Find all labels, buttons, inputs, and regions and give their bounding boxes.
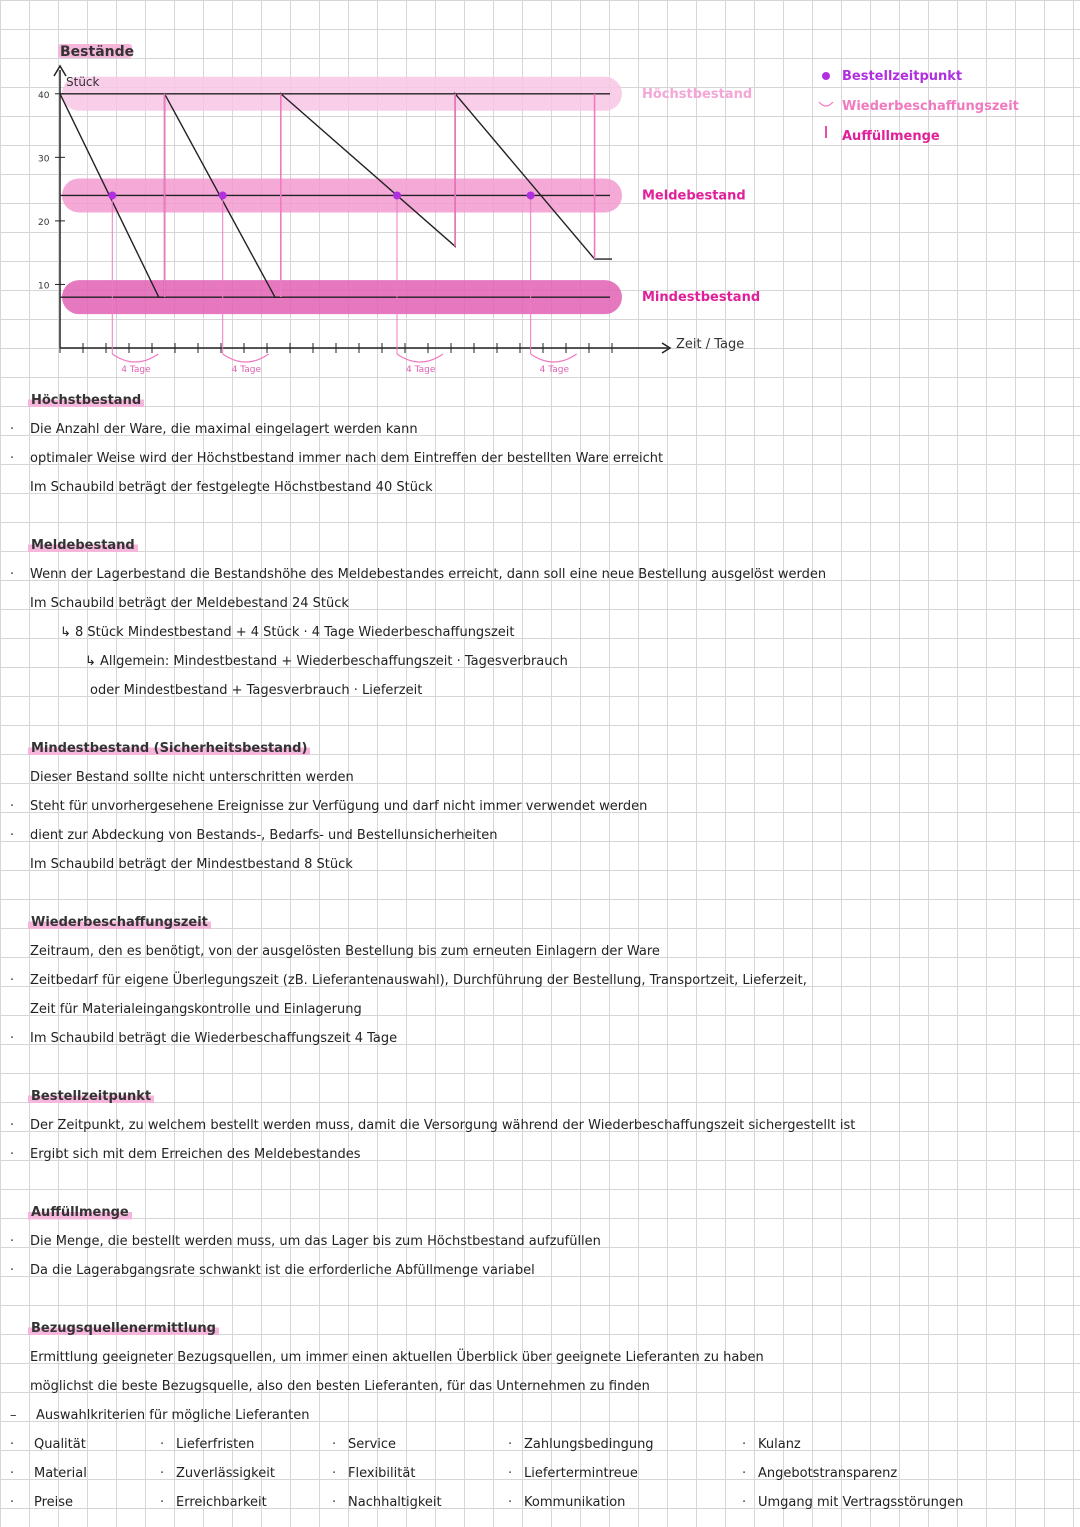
bullet-marker: ·: [10, 1466, 15, 1481]
note-line: Die Anzahl der Ware, die maximal eingelagert werden kann: [30, 422, 418, 437]
note-line: Zeit für Materialeingangskontrolle und Einlagerung: [30, 1002, 362, 1017]
bullet-marker: ·: [742, 1466, 747, 1481]
bullet-marker: ·: [10, 422, 15, 437]
bullet-marker: ·: [10, 828, 15, 843]
note-line: Im Schaubild beträgt der Meldebestand 24 Stück: [30, 596, 349, 611]
criteria-item: Zuverlässigkeit: [176, 1466, 275, 1481]
legend-label: Auffüllmenge: [842, 129, 940, 144]
criteria-item: Zahlungsbedingung: [524, 1437, 654, 1452]
note-line: oder Mindestbestand + Tagesverbrauch · Lieferzeit: [90, 683, 423, 698]
criteria-item: Nachhaltigkeit: [348, 1495, 442, 1510]
stock-chart: [0, 0, 1080, 385]
note-line: ↳ Allgemein: Mindestbestand + Wiederbeschaffungszeit · Tagesverbrauch: [85, 654, 568, 669]
criteria-item: Material: [34, 1466, 87, 1481]
note-line: Auswahlkriterien für mögliche Lieferanten: [36, 1408, 310, 1423]
bullet-marker: ·: [332, 1466, 337, 1481]
note-line: Da die Lagerabgangsrate schwankt ist die erforderliche Abfüllmenge variabel: [30, 1263, 535, 1278]
bullet-marker: ·: [10, 1147, 15, 1162]
order-point: [219, 191, 227, 199]
note-line: Zeitraum, den es benötigt, von der ausgelösten Bestellung bis zum erneuten Einlagern der Ware: [30, 944, 660, 959]
lead-time-arc: [112, 354, 158, 362]
x-axis-label: Zeit / Tage: [676, 337, 745, 352]
criteria-item: Erreichbarkeit: [176, 1495, 267, 1510]
section-heading: Bestellzeitpunkt: [28, 1089, 154, 1104]
bullet-marker: –: [10, 1408, 17, 1423]
y-tick-label: 10: [38, 281, 50, 292]
bullet-marker: ·: [10, 973, 15, 988]
bullet-marker: ·: [160, 1466, 165, 1481]
order-point: [527, 191, 535, 199]
criteria-item: Preise: [34, 1495, 74, 1510]
criteria-item: Liefertermintreue: [524, 1466, 638, 1481]
criteria-item: Angebotstransparenz: [758, 1466, 898, 1481]
criteria-item: Service: [348, 1437, 397, 1452]
lead-time-arc: [397, 354, 443, 362]
y-tick-label: 30: [38, 154, 50, 165]
band-label-meldebestand: Meldebestand: [642, 188, 746, 204]
note-line: Zeitbedarf für eigene Überlegungszeit (zB. Lieferantenauswahl), Durchführung der Bestellung, Transportzeit, Lieferzeit,: [30, 973, 807, 988]
section-heading: Meldebestand: [28, 538, 138, 553]
order-point: [108, 191, 116, 199]
criteria-item: Kulanz: [758, 1437, 801, 1452]
note-line: Dieser Bestand sollte nicht unterschritten werden: [30, 770, 354, 785]
section-heading: Höchstbestand: [28, 393, 144, 408]
criteria-item: Lieferfristen: [176, 1437, 255, 1452]
bullet-marker: ·: [10, 1234, 15, 1249]
criteria-item: Flexibilität: [348, 1466, 416, 1481]
bullet-marker: ·: [742, 1495, 747, 1510]
bullet-marker: ·: [10, 567, 15, 582]
note-line: möglichst die beste Bezugsquelle, also den besten Lieferanten, für das Unternehmen zu finden: [30, 1379, 650, 1394]
bullet-marker: ·: [10, 1031, 15, 1046]
bullet-marker: ·: [508, 1466, 513, 1481]
bullet-marker: ·: [10, 1118, 15, 1133]
criteria-item: Kommunikation: [524, 1495, 626, 1510]
bullet-marker: ·: [10, 1495, 15, 1510]
legend-label: Bestellzeitpunkt: [842, 69, 963, 84]
bullet-marker: ·: [10, 799, 15, 814]
band-label-mindestbestand: Mindestbestand: [642, 290, 761, 306]
criteria-item: Qualität: [34, 1437, 86, 1452]
note-line: dient zur Abdeckung von Bestands-, Bedarfs- und Bestellunsicherheiten: [30, 828, 498, 843]
note-line: Im Schaubild beträgt die Wiederbeschaffungszeit 4 Tage: [30, 1031, 398, 1046]
section-heading: Wiederbeschaffungszeit: [28, 915, 211, 930]
bullet-marker: ·: [508, 1437, 513, 1452]
bullet-marker: ·: [742, 1437, 747, 1452]
note-line: Wenn der Lagerbestand die Bestandshöhe des Meldebestandes erreicht, dann soll eine neue Bestellung ausgelöst werden: [30, 567, 827, 582]
note-line: Der Zeitpunkt, zu welchem bestellt werden muss, damit die Versorgung während der Wiederbeschaffungszeit sichergestellt ist: [30, 1118, 856, 1133]
bullet-marker: ·: [10, 1263, 15, 1278]
order-point: [393, 191, 401, 199]
y-tick-label: 40: [38, 90, 50, 101]
note-line: Ermittlung geeigneter Bezugsquellen, um immer einen aktuellen Überblick über geeignete Lieferanten zu haben: [30, 1350, 764, 1365]
y-tick-label: 20: [38, 217, 50, 228]
note-line: ↳ 8 Stück Mindestbestand + 4 Stück · 4 Tage Wiederbeschaffungszeit: [60, 625, 515, 640]
section-heading: Bezugsquellenermittlung: [28, 1321, 219, 1336]
section-heading: Auffüllmenge: [28, 1205, 132, 1220]
note-line: Im Schaubild beträgt der Mindestbestand 8 Stück: [30, 857, 353, 872]
note-line: Ergibt sich mit dem Erreichen des Meldebestandes: [30, 1147, 361, 1162]
legend-label: Wiederbeschaffungszeit: [842, 99, 1019, 114]
bullet-marker: ·: [10, 451, 15, 466]
bullet-marker: ·: [508, 1495, 513, 1510]
criteria-item: Umgang mit Vertragsstörungen: [758, 1495, 964, 1510]
bullet-marker: ·: [160, 1495, 165, 1510]
legend-dot-icon: [822, 72, 830, 80]
section-heading: Mindestbestand (Sicherheitsbestand): [28, 741, 310, 756]
note-line: Im Schaubild beträgt der festgelegte Höchstbestand 40 Stück: [30, 480, 433, 495]
note-line: optimaler Weise wird der Höchstbestand immer nach dem Eintreffen der bestellten Ware erreicht: [30, 451, 664, 466]
band-label-höchstbestand: Höchstbestand: [642, 86, 753, 102]
lead-time-label: 4 Tage: [121, 365, 151, 375]
bullet-marker: ·: [10, 1437, 15, 1452]
chart-title: Bestände: [60, 44, 135, 60]
lead-time-arc: [531, 354, 577, 362]
legend-arc-icon: [819, 102, 833, 106]
lead-time-arc: [223, 354, 269, 362]
bullet-marker: ·: [332, 1437, 337, 1452]
note-line: Die Menge, die bestellt werden muss, um das Lager bis zum Höchstbestand aufzufüllen: [30, 1234, 601, 1249]
lead-time-label: 4 Tage: [231, 365, 262, 375]
y-axis-label: Stück: [66, 75, 100, 89]
lead-time-label: 4 Tage: [406, 365, 436, 375]
bullet-marker: ·: [332, 1495, 337, 1510]
lead-time-label: 4 Tage: [539, 365, 570, 375]
bullet-marker: ·: [160, 1437, 165, 1452]
note-line: Steht für unvorhergesehene Ereignisse zur Verfügung und darf nicht immer verwendet werden: [30, 799, 648, 814]
